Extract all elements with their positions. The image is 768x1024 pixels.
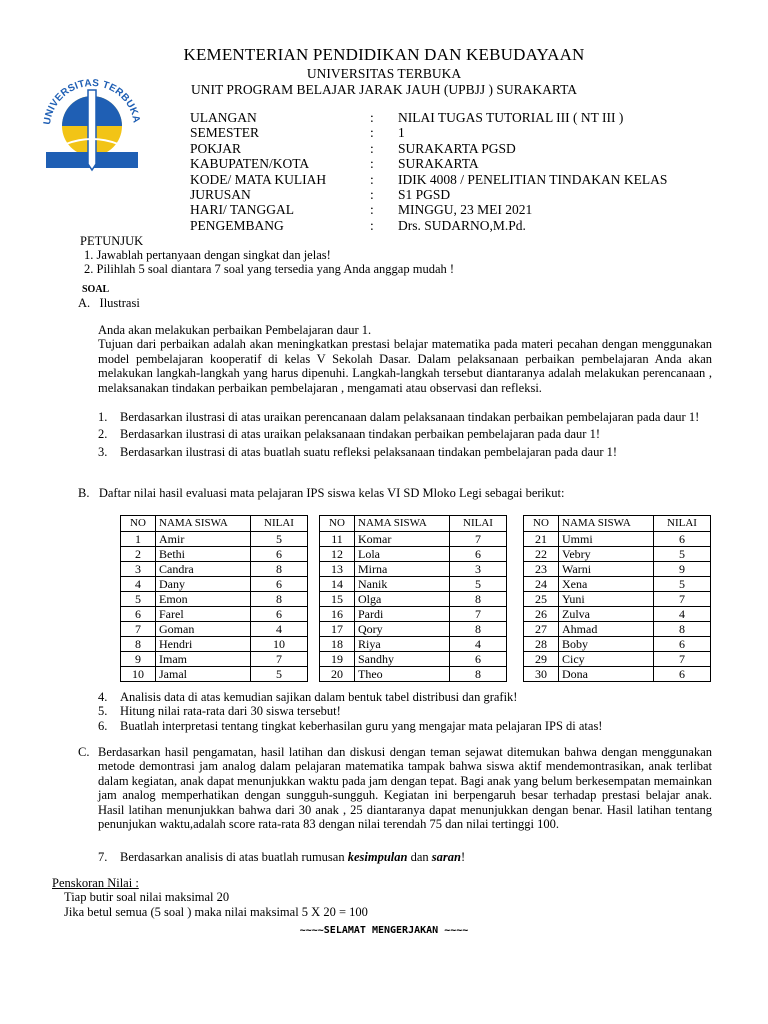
student-no: 9 [121,652,156,667]
logo-arc-text: UNIVERSITAS TERBUKA [42,77,142,126]
illustration-body: Tujuan dari perbaikan adalah akan meningkatkan prestasi belajar matematika pada materi pecahan dengan menggunakan model pembelajaran kooperatif di kelas V Sekolah Dasar. Dalam pelaksanaan perbaikan pembelajaran Anda akan melakukan langkah-langkah yang harus dipenuhi. Langkah-langkah tersebut diantaranya adalah melakukan perencanaan , melaksanakan tindakan perbaikan pembelajaran , mengamati atau observasi dan refleksi. [98,337,712,395]
student-score: 5 [251,532,308,547]
student-score: 5 [450,577,507,592]
scoring-line-2: Jika betul semua (5 soal ) maka nilai maksimal 5 X 20 = 100 [64,904,368,919]
student-name: Warni [559,562,654,577]
table-row [320,577,507,592]
student-score: 6 [251,607,308,622]
student-name: Mirna [355,562,450,577]
student-name: Goman [156,622,251,637]
table-row [320,667,507,682]
table-row [524,607,711,622]
student-no: 19 [320,652,355,667]
student-name: Amir [156,532,251,547]
section-c-body: Berdasarkan hasil pengamatan, hasil latihan dan diskusi dengan teman sejawat ditemukan bahwa dengan menggunakan metode demontrasi jam analog dalam pelajaran matematika tampak bahwa siswa aktif mendemontrasikan, anak terlibat dalam kegiatan, anak dapat menunjukkan waktu pada jam dengan tepat. Bagi anak yang belum berkesempatan memainkan jam analog memperhatikan dengan sungguh-sungguh. Kegiatan ini berpengaruh besar terhadap prestasi belajar anak. Hasil latihan menunjukkan bahwa dari 30 anak , 25 diantaranya dapat menunjukkan dengan benar. Hasil latihan tentang penunjukan waktu,adalah score rata-rata 83 dengan nilai terendah 75 dan nilai tertinggi 100. [98,745,713,832]
table-row [320,592,507,607]
student-score: 7 [654,652,711,667]
section-b-heading: B. Daftar nilai hasil evaluasi mata pelajaran IPS siswa kelas VI SD Mloko Legi sebagai berikut: [78,486,565,500]
student-no: 27 [524,622,559,637]
score-table-2: NO NAMA SISWA NILAI 11 Komar 7 12 Lola 6 13 Mirna 3 14 Nanik 5 15 Olga 8 16 Pardi 7 17 Qory 8 18 Riya 4 19 Sandhy 6 20 Theo 8 [319,515,507,682]
exam-page: UNIVERSITAS TERBUKA KEMENTERIAN PENDIDIKAN DAN KEBUDAYAAN UNIVERSITAS TERBUKA UNIT PROGRAM BELAJAR JARAK JAUH (UPBJJ ) SURAKARTA ULANGAN : NILAI TUGAS TUTORIAL III ( NT III ) SEMESTER : 1 POKJAR : SURAKARTA PGSD KABUPATEN/KOTA : SURAKARTA KODE/ MATA KULIAH : IDIK 4008 / PENELITIAN TINDAKAN KELAS JURUSAN : S1 PGSD HARI/ TANGGAL : MINGGU, 23 MEI 2021 PENGEMBANG : Drs. SUDARNO,M.Pd. PETUNJUK 1. Jawablah pertanyaan dengan singkat dan jelas! 2. Pilihlah 5 soal diantara 7 soal yang tersedia yang Anda anggap mudah ! SOAL A. Ilustrasi Anda akan melakukan perbaikan Pembelajaran daur 1. Tujuan dari perbaikan adalah akan meningkatkan prestasi belajar matematika pada materi pecahan dengan menggunakan model pembelajaran kooperatif di kelas V Sekolah Dasar. Dalam pelaksanaan perbaikan pembelajaran Anda akan melakukan langkah-langkah yang harus dipenuhi. Langkah-langkah tersebut diantaranya adalah melakukan perencanaan , melaksanakan tindakan perbaikan pembelajaran , mengamati atau observasi dan refleksi. 1. Berdasarkan ilustrasi di atas uraikan perencanaan dalam pelaksanaan tindakan perbaikan pembelajaran pada daur 1! 2. Berdasarkan ilustrasi di atas uraikan pelaksanaan tindakan perbaikan pembelajaran pada daur 1! 3. Berdasarkan ilustrasi di atas buatlah suatu refleksi pelaksanaan tindakan pembelajaran pada daur 1! B. Daftar nilai hasil evaluasi mata pelajaran IPS siswa kelas VI SD Mloko Legi sebagai berikut: NO NAMA SISWA NILAI 1 Amir 5 2 Bethi 6 3 Candra 8 4 Dany 6 5 Emon 8 6 Farel 6 7 Goman 4 8 Hendri 10 9 Imam 7 10 Jamal 5 NO NAMA SISWA NILAI 11 Komar 7 12 Lola 6 13 Mirna 3 14 Nanik 5 15 Olga 8 16 Pardi 7 17 Qory 8 18 Riya 4 19 Sandhy 6 20 Theo 8 NO NAMA SISWA NILAI 21 Ummi 6 22 Vebry 5 23 Warni 9 24 Xena 5 25 Yuni 7 26 Zulva 4 27 Ahmad 8 28 Boby 6 29 Cicy 7 30 Dona 6 4. Analisis data di atas kemudian sajikan dalam bentuk tabel distribusi dan grafik! 5. Hitung nilai rata-rata dari 30 siswa tersebut! 6. Buatlah interpretasi tentang tingkat keberhasilan guru yang mengajar mata pelajaran IPS di atas! C. Berdasarkan hasil pengamatan, hasil latihan dan diskusi dengan teman sejawat ditemukan bahwa dengan menggunakan metode demontrasi jam analog dalam pelajaran matematika tampak bahwa siswa aktif mendemontrasikan, anak terlibat dalam kegiatan, anak dapat menunjukkan waktu pada jam dengan tepat. Bagi anak yang belum berkesempatan memainkan jam analog memperhatikan dengan sungguh-sungguh. Kegiatan ini berpengaruh besar terhadap prestasi belajar anak. Hasil latihan menunjukkan bahwa dari 30 anak , 25 diantaranya dapat menunjukkan dengan benar. Hasil latihan tentang penunjukan waktu,adalah score rata-rata 83 dengan nilai terendah 75 dan nilai tertinggi 100. 7. Berdasarkan analisis di atas buatlah rumusan kesimpulan dan saran! Penskoran Nilai : Tiap butir soal nilai maksimal 20 Jika betul semua (5 soal ) maka nilai maksimal 5 X 20 = 100 ~~~~SELAMAT MENGERJAKAN ~~~~ [0,0,768,1024]
student-name: Jamal [156,667,251,682]
section-c-question [98,850,712,864]
question-6: 6. Buatlah interpretasi tentang tingkat keberhasilan guru yang mengajar mata pelajaran IPS di atas! [98,718,603,733]
table-row [121,547,308,562]
illustration-intro: Anda akan melakukan perbaikan Pembelajaran daur 1. [98,323,372,337]
student-no: 15 [320,592,355,607]
closing-message: ~~~~SELAMAT MENGERJAKAN ~~~~ [299,925,469,936]
student-name: Bethi [156,547,251,562]
student-no: 6 [121,607,156,622]
table-row [121,607,308,622]
table-row [121,622,308,637]
table-row [121,637,308,652]
ministry-title: KEMENTERIAN PENDIDIKAN DAN KEBUDAYAAN [183,45,585,64]
student-score: 8 [654,622,711,637]
student-no: 16 [320,607,355,622]
student-no: 11 [320,532,355,547]
question-2: 2. Berdasarkan ilustrasi di atas uraikan pelaksanaan tindakan perbaikan pembelajaran pada daur 1! [98,427,601,442]
score-table-1: NO NAMA SISWA NILAI 1 Amir 5 2 Bethi 6 3 Candra 8 4 Dany 6 5 Emon 8 6 Farel 6 7 Goman 4 8 Hendri 10 9 Imam 7 10 Jamal 5 [120,515,308,682]
student-score: 6 [251,577,308,592]
student-score: 8 [450,592,507,607]
student-no: 10 [121,667,156,682]
student-name: Ummi [559,532,654,547]
instructions [80,234,454,276]
student-name: Boby [559,637,654,652]
student-score: 6 [654,637,711,652]
question-3: 3. Berdasarkan ilustrasi di atas buatlah suatu refleksi pelaksanaan tindakan pembelajaran pada daur 1! [98,444,618,459]
table-row [121,562,308,577]
scoring-title: Penskoran Nilai : [52,876,139,890]
student-no: 28 [524,637,559,652]
student-name: Hendri [156,637,251,652]
student-no: 25 [524,592,559,607]
student-name: Dany [156,577,251,592]
student-score: 6 [251,547,308,562]
student-name: Ahmad [559,622,654,637]
table-row [524,547,711,562]
instruction-item: 1. Jawablah pertanyaan dengan singkat dan jelas! [84,248,331,262]
student-name: Olga [355,592,450,607]
table-row [121,652,308,667]
student-name: Lola [355,547,450,562]
table-row [320,637,507,652]
instructions-title: PETUNJUK [80,234,144,248]
unit-title: UNIT PROGRAM BELAJAR JARAK JAUH (UPBJJ ) SURAKARTA [190,82,578,97]
table-row [524,652,711,667]
student-name: Riya [355,637,450,652]
table-row [121,532,308,547]
student-no: 4 [121,577,156,592]
student-name: Candra [156,562,251,577]
table-row [320,607,507,622]
student-no: 17 [320,622,355,637]
student-no: 12 [320,547,355,562]
student-no: 5 [121,592,156,607]
student-no: 26 [524,607,559,622]
table-row [524,577,711,592]
table-row [524,592,711,607]
soal-heading: SOAL [82,284,110,295]
table-row [320,622,507,637]
student-name: Dona [559,667,654,682]
student-score: 6 [450,547,507,562]
scoring-line-1: Tiap butir soal nilai maksimal 20 [64,890,230,905]
table-row [524,532,711,547]
student-score: 8 [251,562,308,577]
student-no: 13 [320,562,355,577]
student-score: 6 [654,667,711,682]
student-score: 7 [450,607,507,622]
section-c: C. Berdasarkan hasil pengamatan, hasil latihan dan diskusi dengan teman sejawat ditemukan bahwa dengan menggunakan metode demontrasi jam analog dalam pelajaran matematika tampak bahwa siswa aktif mendemontrasikan, anak terlibat dalam kegiatan, anak dapat menunjukkan waktu pada jam dengan tepat. Bagi anak yang belum berkesempatan memainkan jam analog memperhatikan dengan sungguh-sungguh. Kegiatan ini berpengaruh besar terhadap prestasi belajar anak. Hasil latihan menunjukkan bahwa dari 30 anak , 25 diantaranya dapat menunjukkan dengan benar. Hasil latihan tentang penunjukan waktu,adalah score rata-rata 83 dengan nilai terendah 75 dan nilai tertinggi 100. [78,745,713,832]
student-score: 4 [251,622,308,637]
section-a-heading: A. Ilustrasi [78,296,140,310]
student-no: 7 [121,622,156,637]
section-b-questions [98,690,712,733]
question-4: 4. Analisis data di atas kemudian sajikan dalam bentuk tabel distribusi dan grafik! [98,690,518,704]
student-name: Zulva [559,607,654,622]
table-row [320,652,507,667]
student-no: 30 [524,667,559,682]
student-name: Qory [355,622,450,637]
student-no: 22 [524,547,559,562]
student-score: 6 [450,652,507,667]
table-row [524,667,711,682]
student-no: 1 [121,532,156,547]
table-row [524,637,711,652]
student-name: Emon [156,592,251,607]
student-name: Pardi [355,607,450,622]
student-name: Xena [559,577,654,592]
student-name: Sandhy [355,652,450,667]
table-row [320,547,507,562]
student-name: Yuni [559,592,654,607]
student-score: 7 [654,592,711,607]
table-row [121,577,308,592]
student-no: 8 [121,637,156,652]
university-title: UNIVERSITAS TERBUKA [306,66,462,81]
instruction-item: 2. Pilihlah 5 soal diantara 7 soal yang tersedia yang Anda anggap mudah ! [84,262,455,276]
student-score: 4 [450,637,507,652]
student-no: 21 [524,532,559,547]
student-name: Vebry [559,547,654,562]
question-5: 5. Hitung nilai rata-rata dari 30 siswa tersebut! [98,704,341,719]
scoring-notes [52,876,368,919]
student-no: 18 [320,637,355,652]
section-a-questions [98,410,712,459]
table-row [121,667,308,682]
student-name: Theo [355,667,450,682]
student-name: Komar [355,532,450,547]
student-score: 8 [251,592,308,607]
student-score: 5 [251,667,308,682]
student-score: 6 [654,532,711,547]
question-7: 7. Berdasarkan analisis di atas buatlah rumusan kesimpulan dan saran! [98,850,466,864]
student-score: 9 [654,562,711,577]
student-score: 5 [654,577,711,592]
section-a-illustration [98,323,712,395]
student-score: 3 [450,562,507,577]
table-row [121,592,308,607]
logo-pen-icon [88,90,96,170]
student-name: Farel [156,607,251,622]
table-row [524,562,711,577]
question-1: 1. Berdasarkan ilustrasi di atas uraikan perencanaan dalam pelaksanaan tindakan perbaikan pembelajaran pada daur 1! [98,410,700,424]
student-score: 5 [654,547,711,562]
student-score: 7 [251,652,308,667]
student-score: 7 [450,532,507,547]
student-score: 10 [251,637,308,652]
student-name: Cicy [559,652,654,667]
student-no: 2 [121,547,156,562]
score-table-3: NO NAMA SISWA NILAI 21 Ummi 6 22 Vebry 5 23 Warni 9 24 Xena 5 25 Yuni 7 26 Zulva 4 27 Ahmad 8 28 Boby 6 29 Cicy 7 30 Dona 6 [523,515,711,682]
table-row [320,562,507,577]
student-score: 8 [450,622,507,637]
table-row [320,532,507,547]
student-no: 29 [524,652,559,667]
student-no: 14 [320,577,355,592]
student-score: 8 [450,667,507,682]
student-name: Nanik [355,577,450,592]
student-no: 20 [320,667,355,682]
student-name: Imam [156,652,251,667]
table-row [524,622,711,637]
student-no: 24 [524,577,559,592]
student-no: 3 [121,562,156,577]
student-score: 4 [654,607,711,622]
student-no: 23 [524,562,559,577]
